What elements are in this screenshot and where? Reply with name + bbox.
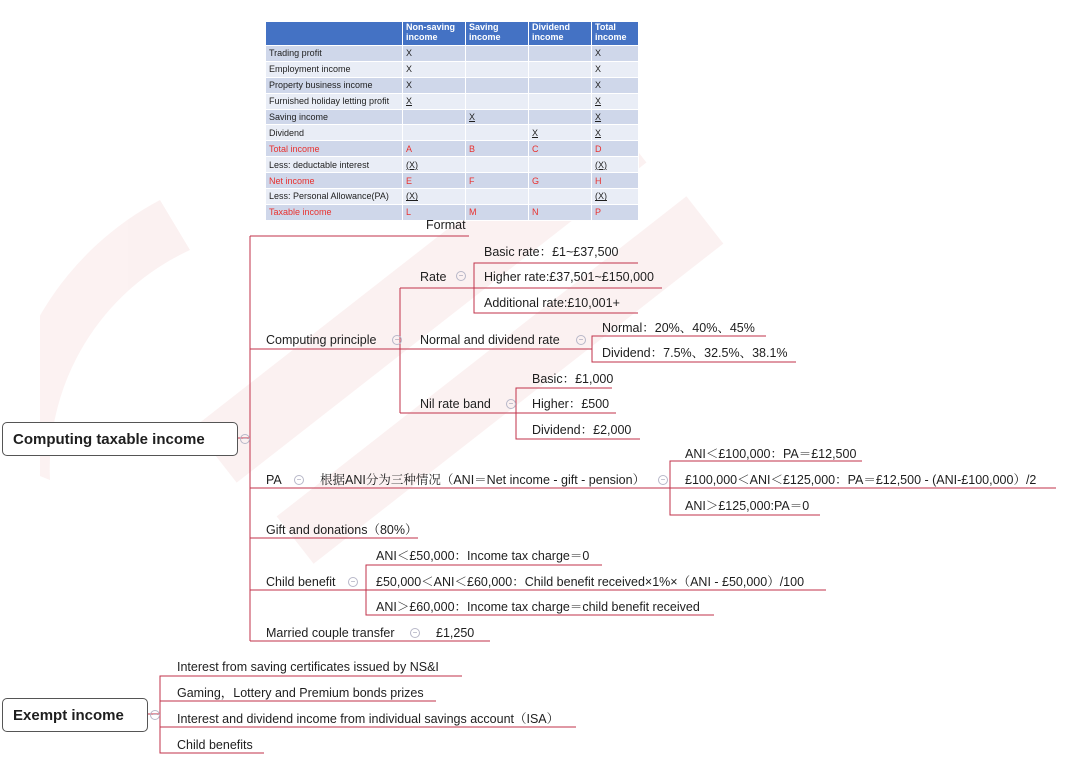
node-child-benefit-case-2[interactable]: £50,000＜ANI＜£60,000：Child benefit received×1%×（ANI - £50,000）/100 [376, 575, 805, 589]
collapse-toggle-icon[interactable]: − [576, 335, 586, 345]
table-caption: Format [426, 218, 466, 232]
collapse-toggle-icon[interactable]: − [150, 710, 160, 720]
table-cell: G [529, 173, 592, 189]
node-nil-rate-band[interactable]: Nil rate band [420, 397, 491, 411]
table-cell: X [592, 46, 639, 62]
collapse-toggle-icon[interactable]: − [392, 335, 402, 345]
table-row-label: Furnished holiday letting profit [266, 93, 403, 109]
collapse-toggle-icon[interactable]: − [348, 577, 358, 587]
node-dividend-rate[interactable]: Dividend：7.5%、32.5%、38.1% [602, 346, 788, 360]
node-pa[interactable]: PA [266, 473, 282, 487]
table-cell: X [592, 61, 639, 77]
table-cell: C [529, 141, 592, 157]
collapse-toggle-icon[interactable]: − [456, 271, 466, 281]
table-cell: X [592, 109, 639, 125]
table-header-cell: Saving income [466, 22, 529, 46]
table-cell: X [403, 77, 466, 93]
node-pa-case-2[interactable]: £100,000＜ANI＜£125,000：PA＝£12,500 - (ANI-£100,000）/2 [685, 473, 1037, 487]
table-row-label: Saving income [266, 109, 403, 125]
node-pa-case-1[interactable]: ANI＜£100,000：PA＝£12,500 [685, 447, 857, 461]
node-rate[interactable]: Rate [420, 270, 447, 284]
node-normal-rate[interactable]: Normal：20%、40%、45% [602, 321, 755, 335]
root-node-exempt-income[interactable]: Exempt income [2, 698, 148, 732]
table-cell: (X) [592, 189, 639, 205]
root-node-computing-taxable-income[interactable]: Computing taxable income [2, 422, 238, 456]
node-child-benefit-case-1[interactable]: ANI＜£50,000：Income tax charge＝0 [376, 549, 590, 563]
node-gift-donations[interactable]: Gift and donations（80%） [266, 523, 418, 537]
table-cell: X [592, 77, 639, 93]
node-nil-basic[interactable]: Basic：£1,000 [532, 372, 614, 386]
table-cell: D [592, 141, 639, 157]
collapse-toggle-icon[interactable]: − [240, 434, 250, 444]
table-cell: L [403, 204, 466, 220]
table-row-label: Trading profit [266, 46, 403, 62]
node-married-value[interactable]: £1,250 [436, 626, 475, 640]
table-row-label: Employment income [266, 61, 403, 77]
node-nil-higher[interactable]: Higher：£500 [532, 397, 610, 411]
collapse-toggle-icon[interactable]: − [294, 475, 304, 485]
node-basic-rate[interactable]: Basic rate：£1~£37,500 [484, 245, 619, 259]
table-cell: N [529, 204, 592, 220]
table-cell: X [466, 109, 529, 125]
table-cell: E [403, 173, 466, 189]
table-row-label: Property business income [266, 77, 403, 93]
collapse-toggle-icon[interactable]: − [506, 399, 516, 409]
node-child-benefit-case-3[interactable]: ANI＞£60,000：Income tax charge＝child benefit received [376, 600, 700, 614]
collapse-toggle-icon[interactable]: − [658, 475, 668, 485]
table-row-label: Taxable income [266, 204, 403, 220]
node-additional-rate[interactable]: Additional rate:£10,001+ [484, 296, 620, 310]
table-cell: (X) [403, 157, 466, 173]
table-cell: P [592, 204, 639, 220]
node-computing-principle[interactable]: Computing principle [266, 333, 377, 347]
node-normal-dividend-rate[interactable]: Normal and dividend rate [420, 333, 560, 347]
table-cell: M [466, 204, 529, 220]
table-cell: B [466, 141, 529, 157]
table-cell: X [592, 93, 639, 109]
node-higher-rate[interactable]: Higher rate:£37,501~£150,000 [484, 270, 654, 284]
table-cell: (X) [403, 189, 466, 205]
node-pa-description[interactable]: 根据ANI分为三种情况（ANI＝Net income - gift - pension） [320, 473, 646, 487]
node-pa-case-3[interactable]: ANI＞£125,000:PA＝0 [685, 499, 810, 513]
table-cell: X [403, 93, 466, 109]
table-row-label: Total income [266, 141, 403, 157]
table-cell: X [403, 61, 466, 77]
table-cell: A [403, 141, 466, 157]
table-row-label: Dividend [266, 125, 403, 141]
table-cell: X [403, 46, 466, 62]
table-row-label: Less: deductable interest [266, 157, 403, 173]
table-row-label: Net income [266, 173, 403, 189]
node-married-couple-transfer[interactable]: Married couple transfer [266, 626, 395, 640]
node-exempt-item[interactable]: Gaming，Lottery and Premium bonds prizes [177, 686, 424, 700]
table-cell: F [466, 173, 529, 189]
node-exempt-item[interactable]: Interest from saving certificates issued by NS&I [177, 660, 439, 674]
collapse-toggle-icon[interactable]: − [410, 628, 420, 638]
table-header-cell: Non-saving income [403, 22, 466, 46]
table-cell: H [592, 173, 639, 189]
table-cell: X [529, 125, 592, 141]
table-row-label: Less: Personal Allowance(PA) [266, 189, 403, 205]
node-exempt-item[interactable]: Interest and dividend income from individual savings account（ISA） [177, 712, 560, 726]
node-child-benefit[interactable]: Child benefit [266, 575, 336, 589]
table-header-cell: Total income [592, 22, 639, 46]
node-exempt-item[interactable]: Child benefits [177, 738, 253, 752]
table-header-cell: Dividend income [529, 22, 592, 46]
table-cell: X [592, 125, 639, 141]
node-nil-dividend[interactable]: Dividend：£2,000 [532, 423, 632, 437]
table-cell: (X) [592, 157, 639, 173]
